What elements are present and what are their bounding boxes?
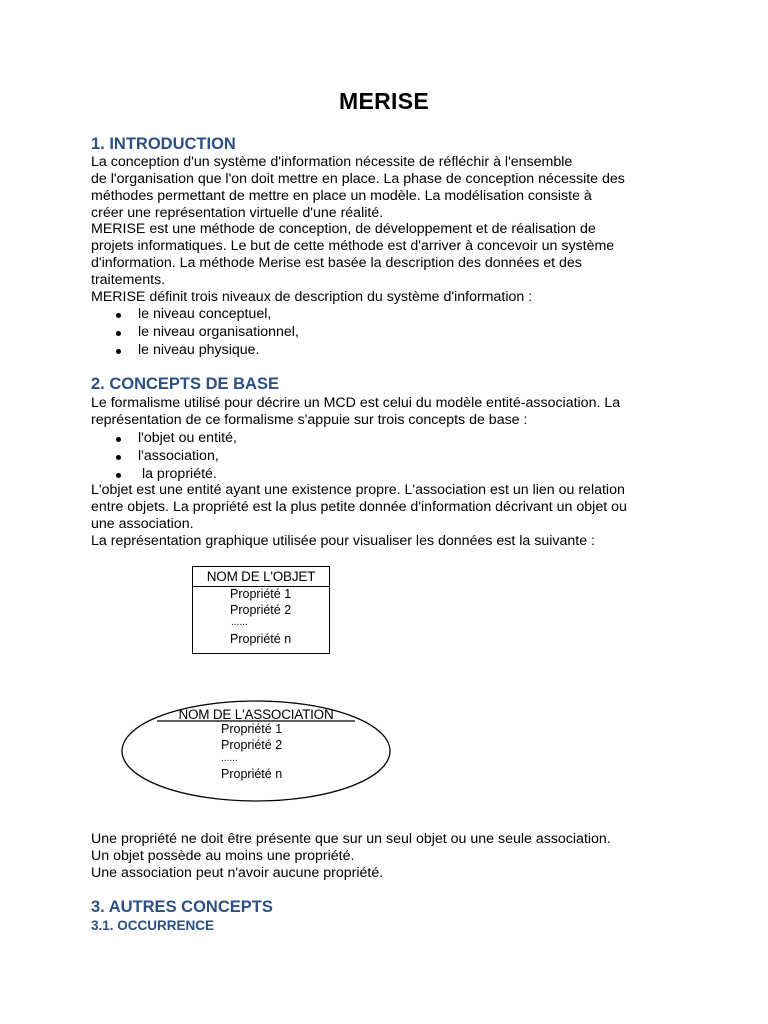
paragraph-line: une association. [91, 516, 194, 532]
entity-property: Propriété 2 [230, 603, 292, 617]
section-heading-concepts: 2. CONCEPTS DE BASE [91, 375, 279, 393]
paragraph-line: La représentation graphique utilisée pour visualiser les données est la suivante : [91, 533, 595, 549]
paragraph-line: méthodes permettant de mettre en place un modèle. La modélisation consiste à [91, 188, 592, 204]
paragraph-line: de l'organisation que l'on doit mettre en place. La phase de conception nécessite des [91, 171, 625, 187]
bullet-icon [116, 331, 121, 336]
bullet-icon [116, 313, 121, 318]
association-property: Propriété 2 [221, 738, 283, 752]
entity-diagram [192, 566, 330, 654]
list-item: le niveau conceptuel, [138, 306, 272, 322]
association-name: NOM DE L'ASSOCIATION [178, 707, 334, 722]
paragraph-line: traitements. [91, 272, 166, 288]
paragraph-line: représentation de ce formalisme s'appuie sur trois concepts de base : [91, 412, 528, 428]
paragraph-line: d'information. La méthode Merise est basée la description des données et des [91, 255, 582, 271]
paragraph-line: La conception d'un système d'information nécessite de réfléchir à l'ensemble [91, 154, 573, 170]
bullet-icon [116, 455, 121, 460]
list-item: le niveau organisationnel, [138, 324, 299, 340]
subsection-heading-occurrence: 3.1. OCCURRENCE [91, 918, 215, 933]
list-item: la propriété. [138, 466, 217, 482]
bullet-icon [116, 437, 121, 442]
bullet-icon [116, 349, 121, 354]
paragraph-line: créer une représentation virtuelle d'une réalité. [91, 205, 384, 221]
paragraph-line: L'objet est une entité ayant une existence propre. L'association est un lien ou relation [91, 482, 625, 498]
entity-property: Propriété n [230, 632, 292, 646]
entity-name: NOM DE L'OBJET [193, 567, 329, 587]
association-property: Propriété 1 [221, 722, 283, 736]
association-property: ...... [221, 753, 238, 764]
paragraph-line: Une propriété ne doit être présente que sur un seul objet ou une seule association. [91, 831, 611, 847]
list-item: l'association, [138, 448, 219, 464]
paragraph-line: entre objets. La propriété est la plus petite donnée d'information décrivant un objet ou [91, 499, 627, 515]
paragraph-line: Le formalisme utilisé pour décrire un MCD est celui du modèle entité-association. La [91, 395, 621, 411]
paragraph-line: Un objet possède au moins une propriété. [91, 848, 355, 864]
section-heading-autres-concepts: 3. AUTRES CONCEPTS [91, 898, 273, 916]
association-diagram [121, 699, 391, 803]
entity-property: ...... [231, 617, 248, 628]
paragraph-line: Une association peut n'avoir aucune propriété. [91, 865, 384, 881]
document-title: MERISE [339, 88, 429, 114]
paragraph-line: MERISE définit trois niveaux de description du système d'information : [91, 289, 533, 305]
bullet-icon [116, 473, 121, 478]
paragraph-line: projets informatiques. Le but de cette méthode est d'arriver à concevoir un système [91, 238, 615, 254]
section-heading-introduction: 1. INTRODUCTION [91, 135, 236, 153]
entity-property: Propriété 1 [230, 587, 292, 601]
list-item: l'objet ou entité, [138, 430, 237, 446]
list-item: le niveau physique. [138, 342, 260, 358]
paragraph-line: MERISE est une méthode de conception, de développement et de réalisation de [91, 221, 596, 237]
association-property: Propriété n [221, 767, 283, 781]
